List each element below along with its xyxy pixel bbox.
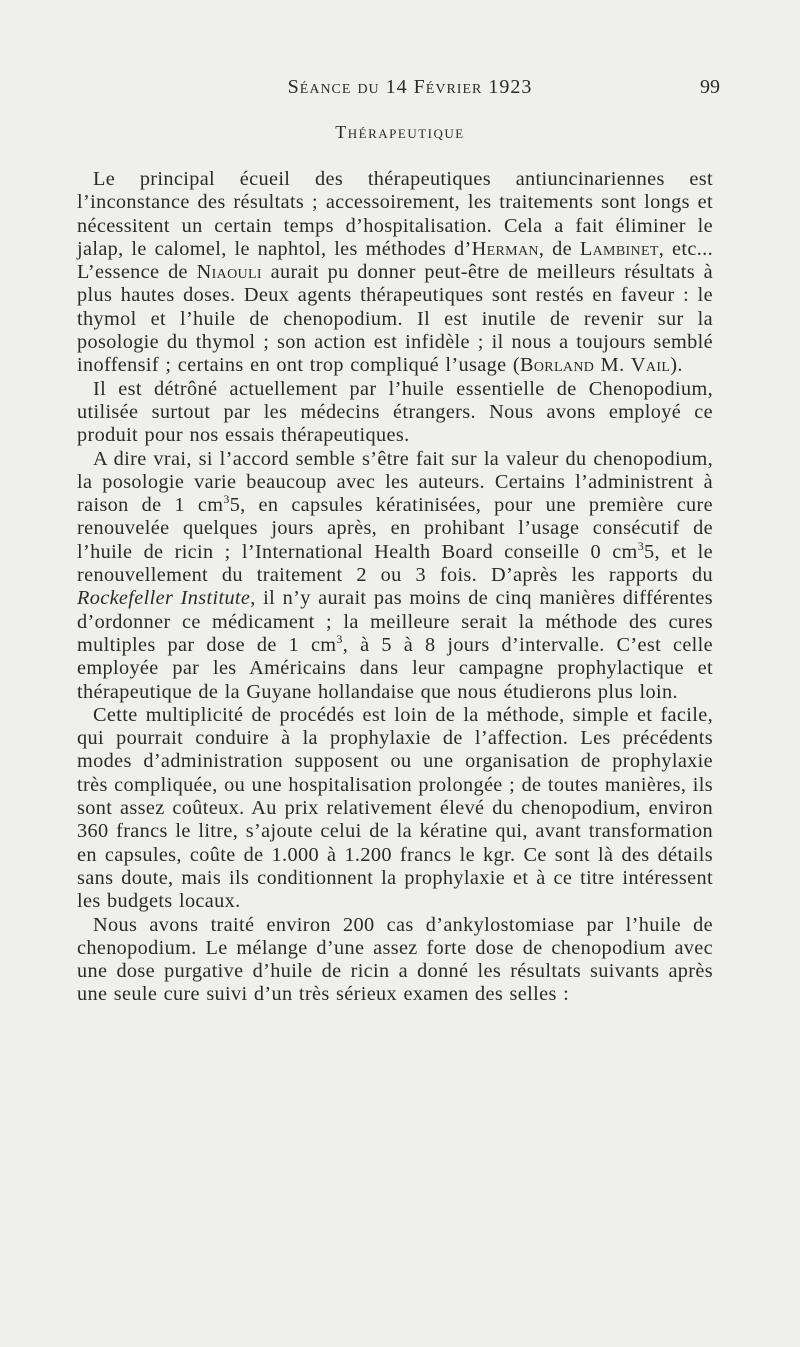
- p1-text-e: M.: [594, 354, 631, 377]
- p3-text-d: , il n’y aurait pas moins de cinq manières différentes d’ordonner ce médicament ; la meilleure serait la méthode des cures multiples par dose de 1 cm: [77, 587, 713, 656]
- p1-text-c: , etc... L’essence de: [77, 237, 714, 284]
- name-niaouli: Niaouli: [196, 261, 262, 284]
- superscript-cube: 3: [223, 492, 230, 507]
- paragraph-3: [77, 448, 713, 704]
- paragraph-2: Il est détrôné actuellement par l’huile essentielle de Chenopodium, utilisée surtout par les médecins étrangers. Nous avons employé ce produit pour nos essais thérapeutiques.: [77, 377, 713, 447]
- section-title: Thérapeutique: [335, 122, 465, 142]
- author-herman: Herman: [471, 237, 539, 260]
- running-title: Séance du 14 Février 1923: [287, 76, 533, 98]
- author-borland: Borland: [519, 354, 595, 377]
- p1-text-b: , de: [538, 237, 580, 260]
- superscript-cube: 3: [637, 538, 645, 553]
- p1-text-f: ).: [670, 354, 683, 377]
- body-text: [77, 168, 713, 1007]
- running-header: [0, 74, 800, 104]
- p3-text-e: , à 5 à 8 jours d’intervalle. C’est celle employée par les Américains dans leur campagne prophylactique et thérapeutique de la Guyane hollandaise que nous étudierons plus loin.: [77, 633, 713, 703]
- p3-text-a: A dire vrai, si l’accord semble s’être fait sur la valeur du chenopodium, la posologie varie beaucoup avec les auteurs. Certains l’administrent à raison de 1 cm: [77, 447, 713, 517]
- author-vail: Vail: [630, 354, 671, 377]
- p1-text-a: Le principal écueil des thérapeutiques antiuncinariennes est l’inconstance des résultats ; accessoirement, les traitements sont longs et nécessitent un certain temps d’hospitalisation. Cela a fait éliminer le jalap, le calomel, le naphtol, les méthodes d’: [77, 168, 713, 260]
- p3-text-c: 5, et le renouvellement du traitement 2 ou 3 fois. D’après les rapports du: [77, 540, 713, 587]
- paragraph-5: Nous avons traité environ 200 cas d’ankylostomiase par l’huile de chenopodium. Le mélange d’une assez forte dose de chenopodium avec une dose purgative d’huile de ricin a donné les résultats suivants après une seule cure suivi d’un très sérieux examen des selles :: [77, 913, 713, 1006]
- superscript-cube: 3: [336, 632, 343, 647]
- paragraph-1: [77, 168, 713, 378]
- p1-text-d: aurait pu donner peut-être de meilleurs résultats à plus hautes doses. Deux agents thérapeutiques sont restés en faveur : le thymol et l’huile de chenopodium. Il est inutile de revenir sur la posologie du thymol ; son action est infidèle ; il nous a toujours semblé inoffensif ; certains en ont trop compliqué l’usage (: [77, 261, 714, 377]
- paragraph-4: Cette multiplicité de procédés est loin de la méthode, simple et facile, qui pourrait conduire à la prophylaxie de l’affection. Les précédents modes d’administration supposent ou une organisation de prophylaxie très compliquée, ou une hospitalisation prolongée ; de toutes manières, ils sont assez coûteux. Au prix relativement élevé du chenopodium, environ 360 francs le litre, s’ajoute celui de la kératine qui, avant transformation en capsules, coûte de 1.000 à 1.200 francs le kgr. Ce sont là des détails sans doute, mais ils conditionnent la prophylaxie et à ce titre intéressent les budgets locaux.: [77, 703, 713, 913]
- institute-name: Rockefeller Institute: [77, 587, 251, 610]
- author-lambinet: Lambinet: [579, 237, 659, 260]
- p3-text-b: 5, en capsules kératinisées, pour une première cure renouvelée quelques jours après, en prohibant l’usage consécutif de l’huile de ricin ; l’International Health Board conseille 0 cm: [77, 494, 713, 563]
- page-number: 99: [700, 76, 720, 98]
